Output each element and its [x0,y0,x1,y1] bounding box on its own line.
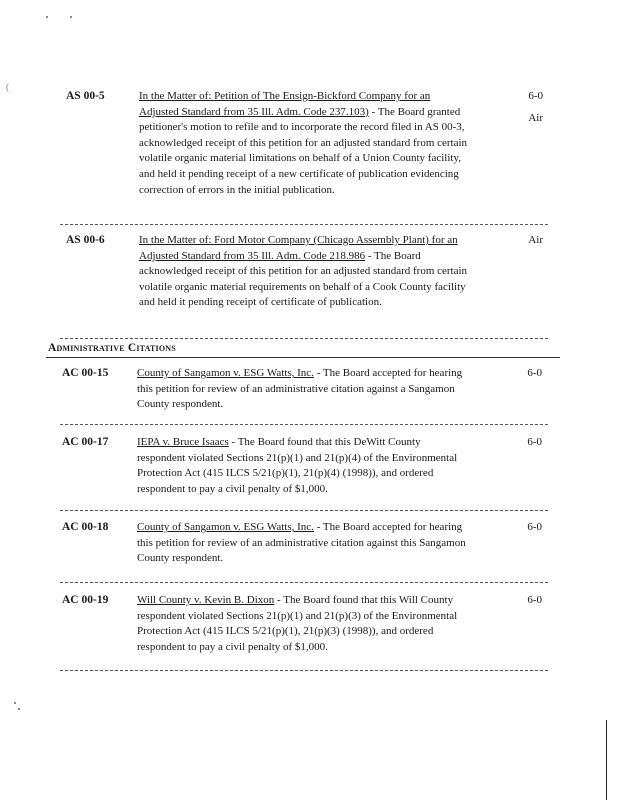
docket-number: AC 00-15 [62,367,109,379]
entry-description [137,593,469,655]
case-title-link[interactable]: In the Matter of: Ford Motor Company (Chicago Assembly Plant) for an Adjusted Standard from 35 Ill. Adm. Code 218.986 [139,234,458,262]
section-rule [46,357,560,358]
case-title-link[interactable]: In the Matter of: Petition of The Ensign-Bickford Company for an Adjusted Standard from 35 Ill. Adm. Code 237.103) [139,90,431,118]
vote-count: 6-0 [527,521,542,533]
vote-count: 6-0 [527,436,542,448]
scan-speck [46,16,48,18]
entry-description [137,520,469,567]
vote-count: 6-0 [528,90,543,102]
case-title-link[interactable]: IEPA v. Bruce Isaacs [137,436,229,448]
entry-description [137,435,469,497]
entry-divider [60,582,548,583]
entry-summary: - The Board accepted for hearing this petition for review of an administrative citation against a Sangamon County respondent. [137,367,463,411]
case-title-link[interactable]: County of Sangamon v. ESG Watts, Inc. [137,367,314,379]
vote-count: 6-0 [527,367,542,379]
entry-summary: - The Board found that this DeWitt County respondent violated Sections 21(p)(1) and 21(p)(4) of the Environmental Protection Act (415 ILCS 5/21(p)(1), 21(p)(4) (1998)), and ordered respondent to pay a civil penalty of $1,000. [137,436,458,495]
docket-number: AC 00-18 [62,521,109,533]
vote-count: 6-0 [527,594,542,606]
entry-divider [60,670,548,671]
scan-margin-mark: ( [6,82,9,92]
entry-description [137,366,469,413]
docket-number: AC 00-17 [62,436,109,448]
entry-divider [60,510,548,511]
entry-summary: - The Board acknowledged receipt of this petition for an adjusted standard from certain volatile organic material requirements on behalf of a Cook County facility and held it pending receipt of certificate of publication. [139,249,468,309]
scan-speck [14,702,16,704]
entry-divider [60,224,548,225]
section-heading: Administrative Citations [48,342,176,354]
entry-description [139,233,471,311]
docket-number: AS 00-5 [66,90,105,102]
docket-number: AS 00-6 [66,234,105,246]
category-tag: Air [528,112,543,124]
entry-divider [60,424,548,425]
case-title-link[interactable]: County of Sangamon v. ESG Watts, Inc. [137,521,314,533]
entry-summary: - The Board accepted for hearing this petition for review of an administrative citation against this Sangamon County respondent. [137,521,466,565]
entry-summary: - The Board granted petitioner's motion to refile and to incorporate the record filed in AS 00-3, acknowledged receipt of this petition for an adjusted standard from certain volatile organic material limitations on behalf of a Union County facility, and held it pending receipt of a new certificate of publication evidencing correction of errors in the initial publication. [139,105,468,196]
case-title-link[interactable]: Will County v. Kevin B. Dixon [137,594,275,606]
scan-speck [18,708,20,710]
scan-speck [70,16,72,18]
scan-edge-bar [606,720,607,800]
category-tag: Air [528,234,543,246]
docket-number: AC 00-19 [62,594,109,606]
entry-description [139,89,471,198]
entry-summary: - The Board found that this Will County respondent violated Sections 21(p)(1) and 21(p)(3) of the Environmental Protection Act (415 ILCS 5/21(p)(1), 21(p)(3) (1998)), and ordered respondent to pay a civil penalty of $1,000. [137,594,458,653]
entry-divider [60,338,548,339]
